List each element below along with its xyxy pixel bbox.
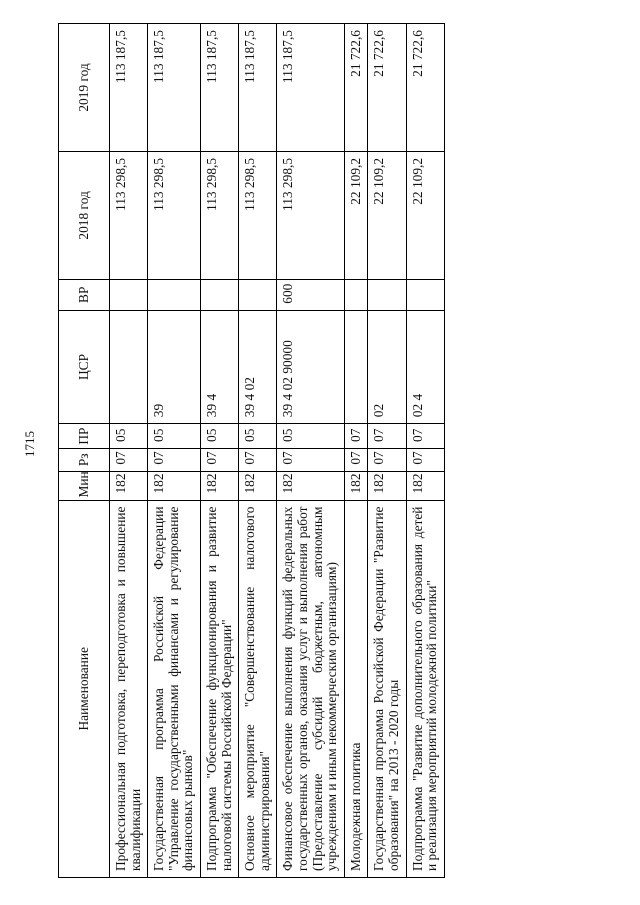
row-name: Финансовое обеспечение выполнения функций федеральных государственных органов, оказания услуг и выполнения работ (Предоставление субсидий бюджетным, автономным учреждениям и иным некоммерческим организациям) [277, 500, 344, 877]
table-row [344, 24, 368, 878]
row-pr: 05 [148, 424, 201, 449]
row-name: Государственная программа Российской Федерации "Управление государственными финансами и регулирование финансовых рынков" [148, 500, 201, 877]
row-2019: 113 187,5 [277, 24, 344, 152]
row-min: 182 [406, 471, 444, 500]
row-2019: 113 187,5 [110, 24, 148, 152]
row-rz: 07 [406, 448, 444, 471]
row-name: Профессиональная подготовка, переподготовка и повышение квалификации [110, 500, 148, 877]
row-pr: 05 [277, 424, 344, 449]
row-pr: 05 [239, 424, 277, 449]
header-min: Мин [59, 471, 110, 500]
table-row [110, 24, 148, 878]
row-min: 182 [344, 471, 368, 500]
header-csr: ЦСР [59, 310, 110, 423]
row-vr [406, 279, 444, 310]
row-pr: 07 [344, 424, 368, 449]
header-2018: 2018 год [59, 151, 110, 279]
row-2019: 113 187,5 [148, 24, 201, 152]
row-vr [344, 279, 368, 310]
row-name: Государственная программа Российской Федерации "Развитие образования" на 2013 - 2020 годы [368, 500, 406, 877]
row-rz: 07 [277, 448, 344, 471]
table-row [277, 24, 344, 878]
table-row [368, 24, 406, 878]
row-min: 182 [200, 471, 238, 500]
row-vr [110, 279, 148, 310]
row-vr [148, 279, 201, 310]
row-2019: 21 722,6 [406, 24, 444, 152]
header-rz: Рз [59, 448, 110, 471]
row-rz: 07 [239, 448, 277, 471]
row-vr: 600 [277, 279, 344, 310]
budget-table [58, 23, 445, 878]
row-2019: 113 187,5 [200, 24, 238, 152]
row-2018: 113 298,5 [239, 151, 277, 279]
row-rz: 07 [344, 448, 368, 471]
row-2018: 22 109,2 [368, 151, 406, 279]
header-2019: 2019 год [59, 24, 110, 152]
header-pr: ПР [59, 424, 110, 449]
row-rz: 07 [110, 448, 148, 471]
row-name: Молодежная политика [344, 500, 368, 877]
header-vr: ВР [59, 279, 110, 310]
row-csr: 39 4 02 [239, 310, 277, 423]
row-2018: 22 109,2 [406, 151, 444, 279]
row-min: 182 [239, 471, 277, 500]
row-2019: 113 187,5 [239, 24, 277, 152]
row-name: Подпрограмма "Развитие дополнительного образования детей и реализация мероприятий молодежной политики" [406, 500, 444, 877]
budget-table-rotated [58, 23, 632, 878]
row-vr [368, 279, 406, 310]
table-row [239, 24, 277, 878]
row-pr: 07 [406, 424, 444, 449]
row-csr: 02 [368, 310, 406, 423]
row-min: 182 [148, 471, 201, 500]
row-csr [110, 310, 148, 423]
row-2018: 113 298,5 [148, 151, 201, 279]
row-2018: 113 298,5 [277, 151, 344, 279]
header-name: Наименование [59, 500, 110, 877]
row-rz: 07 [148, 448, 201, 471]
row-pr: 05 [200, 424, 238, 449]
row-csr [344, 310, 368, 423]
row-2018: 113 298,5 [110, 151, 148, 279]
table-row [406, 24, 444, 878]
row-min: 182 [277, 471, 344, 500]
row-2018: 113 298,5 [200, 151, 238, 279]
page-number: 1715 [22, 431, 37, 457]
row-min: 182 [110, 471, 148, 500]
row-2018: 22 109,2 [344, 151, 368, 279]
row-vr [200, 279, 238, 310]
row-csr: 39 4 [200, 310, 238, 423]
row-csr: 39 4 02 90000 [277, 310, 344, 423]
row-name: Основное мероприятие "Совершенствование налогового администрирования" [239, 500, 277, 877]
table-header-row [59, 24, 110, 878]
row-rz: 07 [200, 448, 238, 471]
row-csr: 02 4 [406, 310, 444, 423]
table-row [148, 24, 201, 878]
row-rz: 07 [368, 448, 406, 471]
row-pr: 07 [368, 424, 406, 449]
row-pr: 05 [110, 424, 148, 449]
row-vr [239, 279, 277, 310]
row-2019: 21 722,6 [344, 24, 368, 152]
table-row [200, 24, 238, 878]
row-min: 182 [368, 471, 406, 500]
row-csr: 39 [148, 310, 201, 423]
row-name: Подпрограмма "Обеспечение функционирования и развитие налоговой системы Российской Федерации" [200, 500, 238, 877]
row-2019: 21 722,6 [368, 24, 406, 152]
